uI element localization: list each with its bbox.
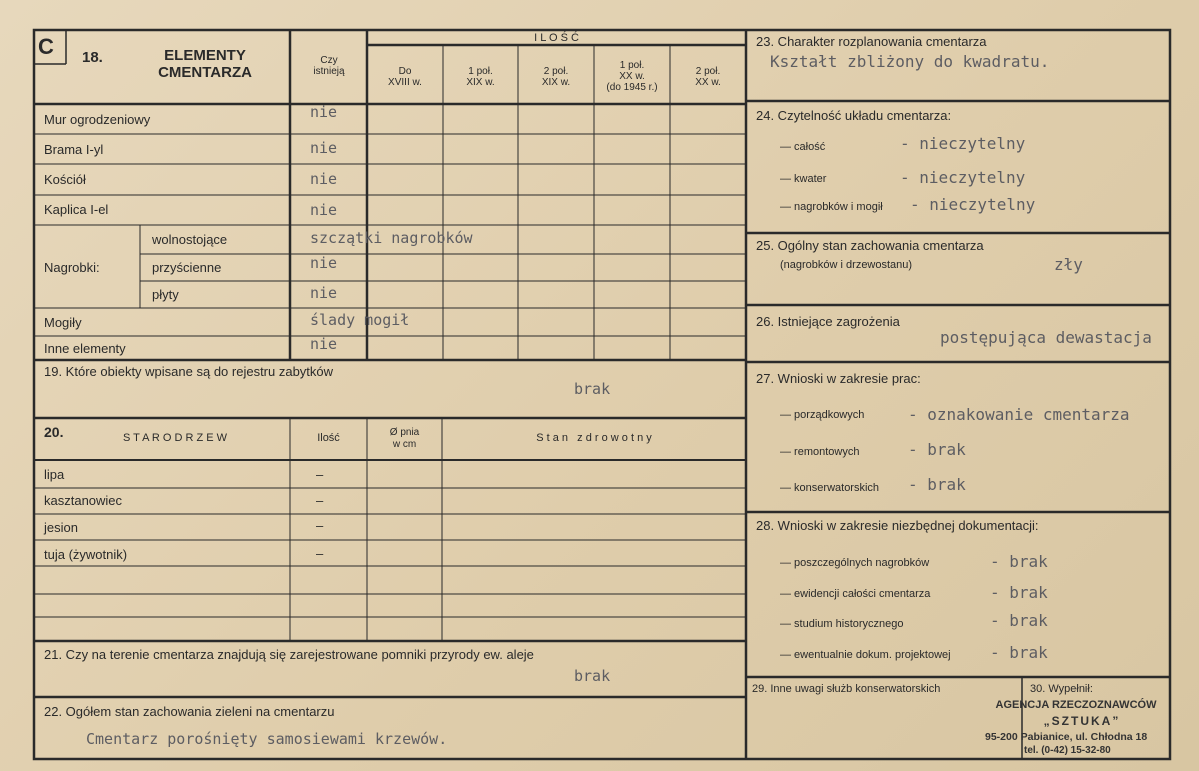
exists-header-line1: Czy [320, 55, 338, 66]
element-value: nie [310, 103, 338, 121]
stamp-line4: tel. (0-42) 15-32-80 [1024, 745, 1111, 756]
element-value: ślady mogił [310, 311, 410, 329]
q28-item-answer: - brak [990, 583, 1048, 602]
period-header: XVIII w. [388, 77, 422, 88]
period-header: 2 poł. [543, 66, 569, 77]
element-label: przyścienne [152, 260, 222, 275]
period-header: XX w. [619, 71, 645, 82]
q23-label: 23. Charakter rozplanowania cmentarza [756, 34, 987, 49]
q30-label: 30. Wypełnił: [1030, 683, 1093, 695]
trees-health-header: S t a n z d r o w o t n y [536, 432, 652, 444]
q28-item-answer: - brak [990, 643, 1048, 662]
section-number: 18. [82, 49, 103, 66]
q28-item-answer: - brak [990, 552, 1048, 571]
q28-item-label: — poszczególnych nagrobków [780, 557, 930, 569]
section-letter: C [38, 34, 54, 59]
q28-item-label: — studium historycznego [780, 618, 904, 630]
q26-label: 26. Istniejące zagrożenia [756, 314, 900, 329]
stamp-line3: 95-200 Pabianice, ul. Chłodna 18 [985, 731, 1148, 743]
q27-item-label: — konserwatorskich [780, 482, 880, 494]
trees-diam-header: w cm [392, 439, 417, 450]
trees-header: S T A R O D R Z E W [122, 432, 228, 444]
q27-item-answer: - brak [908, 475, 966, 494]
stamp-line2: „SZTUKA” [1043, 714, 1121, 728]
tree-qty: – [316, 493, 324, 508]
tree-name: kasztanowiec [44, 493, 123, 508]
trees-diam-header: Ø pnia [389, 427, 420, 438]
q28-item-label: — ewentualnie dokum. projektowej [780, 649, 951, 661]
element-label: Mogiły [44, 315, 82, 330]
q28-item-answer: - brak [990, 611, 1048, 630]
tree-name: lipa [44, 467, 65, 482]
nagrobki-label: Nagrobki: [44, 260, 100, 275]
q23-answer: Kształt zbliżony do kwadratu. [770, 52, 1050, 71]
q24-label: 24. Czytelność układu cmentarza: [756, 108, 952, 123]
element-label: płyty [152, 287, 179, 302]
q27-item-answer: - oznakowanie cmentarza [908, 405, 1130, 424]
element-value: nie [310, 254, 338, 272]
exists-header-line2: istnieją [313, 66, 345, 77]
element-value: nie [310, 170, 338, 188]
q25-label: 25. Ogólny stan zachowania cmentarza [756, 238, 984, 253]
quantity-header: I L O Ś Ć [534, 32, 579, 44]
q27-label: 27. Wnioski w zakresie prac: [756, 371, 921, 386]
period-header: XX w. [695, 77, 721, 88]
q19-answer: brak [574, 380, 611, 398]
element-value: nie [310, 284, 338, 302]
q24-item-answer: - nieczytelny [900, 134, 1026, 153]
q22-answer: Cmentarz porośnięty samosiewami krzewów. [86, 730, 448, 748]
q27-item-answer: - brak [908, 440, 966, 459]
q21-answer: brak [574, 667, 611, 685]
period-header: 1 poł. [468, 66, 493, 77]
element-value: nie [310, 139, 338, 157]
section-title-line2: CMENTARZA [158, 64, 252, 81]
q22-label: 22. Ogółem stan zachowania zieleni na cmentarzu [44, 704, 335, 719]
stamp-line1: AGENCJA RZECZOZNAWCÓW [995, 699, 1157, 711]
element-label: Brama I-yl [44, 142, 104, 157]
element-value: nie [310, 201, 338, 219]
tree-name: tuja (żywotnik) [44, 547, 128, 562]
element-label: Inne elementy [44, 341, 126, 356]
section-title-line1: ELEMENTY [164, 47, 246, 64]
q19-label: 19. Które obiekty wpisane są do rejestru zabytków [44, 364, 334, 379]
q28-label: 28. Wnioski w zakresie niezbędnej dokumentacji: [756, 518, 1039, 533]
q24-item-label: — kwater [780, 173, 827, 185]
q24-item-label: — nagrobków i mogił [780, 201, 883, 213]
q27-item-label: — remontowych [780, 446, 860, 458]
tree-qty: – [316, 518, 324, 533]
period-header: 2 poł. [695, 66, 721, 77]
q26-answer: postępująca dewastacja [940, 328, 1152, 347]
q24-item-answer: - nieczytelny [900, 168, 1026, 187]
period-header: 1 poł. [619, 60, 645, 71]
element-label: wolnostojące [152, 232, 228, 247]
element-value: nie [310, 335, 338, 353]
element-label: Kościół [44, 172, 86, 187]
q21-label: 21. Czy na terenie cmentarza znajdują się zarejestrowane pomniki przyrody ew. aleje [44, 647, 534, 662]
element-value: szczątki nagrobków [310, 229, 473, 247]
tree-name: jesion [44, 520, 78, 535]
trees-number: 20. [44, 424, 64, 440]
q24-item-answer: - nieczytelny [910, 195, 1036, 214]
q28-item-label: — ewidencji całości cmentarza [780, 588, 931, 600]
period-header: (do 1945 r.) [606, 82, 658, 93]
q24-item-label: — całość [780, 141, 826, 153]
q27-item-label: — porządkowych [780, 409, 865, 421]
period-header: XIX w. [466, 77, 495, 88]
q25-sublabel: (nagrobków i drzewostanu) [780, 259, 913, 271]
q29-label: 29. Inne uwagi służb konserwatorskich [752, 683, 941, 695]
element-label: Kaplica I-el [44, 202, 109, 217]
period-header: XIX w. [541, 77, 571, 88]
trees-qty-header: Ilość [317, 432, 340, 444]
tree-qty: – [316, 467, 324, 482]
tree-qty: – [316, 546, 324, 561]
period-header: Do [398, 66, 412, 77]
element-label: Mur ogrodzeniowy [44, 112, 151, 127]
q25-answer: zły [1054, 255, 1083, 274]
